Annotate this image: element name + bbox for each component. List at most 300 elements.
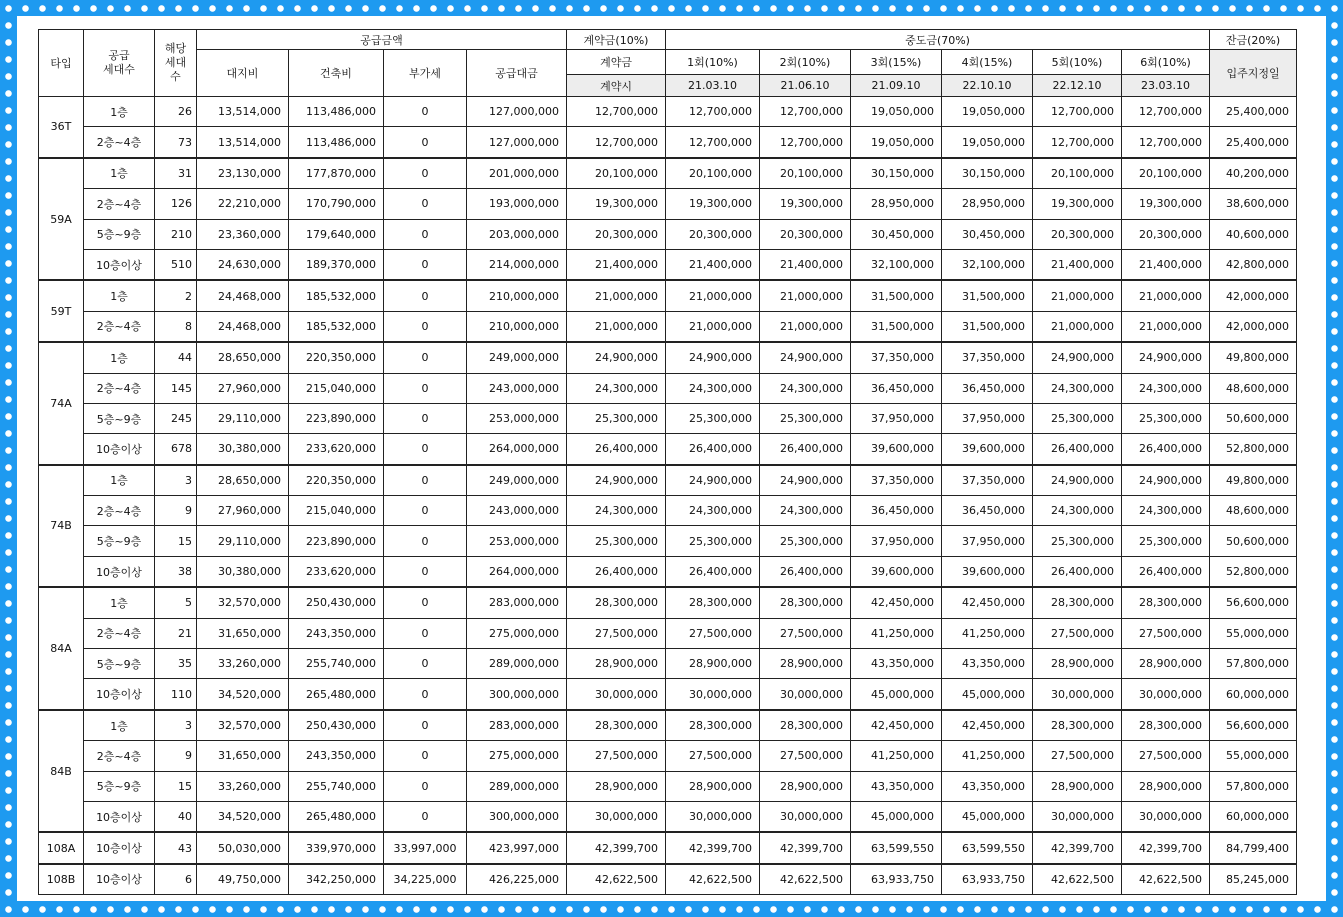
amount-cell: 32,570,000 — [197, 587, 289, 618]
units-cell: 31 — [155, 158, 197, 189]
amount-cell: 25,300,000 — [567, 403, 666, 433]
amount-cell: 30,380,000 — [197, 434, 289, 465]
amount-cell: 30,150,000 — [942, 158, 1033, 189]
table-row — [39, 679, 1297, 710]
vat-cell: 0 — [384, 741, 467, 771]
amount-cell: 255,740,000 — [289, 771, 384, 801]
amount-cell: 233,620,000 — [289, 556, 384, 587]
header-date-4: 22.10.10 — [942, 75, 1033, 97]
amount-cell: 24,900,000 — [1033, 465, 1122, 496]
header-installment-6: 6회(10%) — [1122, 50, 1210, 75]
table-row — [39, 97, 1297, 127]
amount-cell: 39,600,000 — [942, 556, 1033, 587]
amount-cell: 28,300,000 — [1033, 587, 1122, 618]
amount-cell: 27,500,000 — [1122, 741, 1210, 771]
amount-cell: 342,250,000 — [289, 864, 384, 895]
amount-cell: 127,000,000 — [467, 127, 567, 158]
amount-cell: 42,399,700 — [666, 832, 760, 863]
vat-cell: 0 — [384, 496, 467, 526]
amount-cell: 45,000,000 — [851, 679, 942, 710]
table-row — [39, 465, 1297, 496]
amount-cell: 28,900,000 — [1033, 771, 1122, 801]
amount-cell: 42,399,700 — [567, 832, 666, 863]
amount-cell: 21,000,000 — [760, 280, 851, 311]
header-balance: 잔금(20%) — [1210, 30, 1297, 50]
amount-cell: 25,400,000 — [1210, 97, 1297, 127]
amount-cell: 215,040,000 — [289, 373, 384, 403]
floor-cell: 1층 — [84, 97, 155, 127]
amount-cell: 12,700,000 — [1033, 97, 1122, 127]
amount-cell: 28,900,000 — [666, 649, 760, 679]
amount-cell: 12,700,000 — [760, 97, 851, 127]
amount-cell: 45,000,000 — [942, 801, 1033, 832]
vat-cell: 0 — [384, 403, 467, 433]
amount-cell: 24,468,000 — [197, 311, 289, 342]
amount-cell: 12,700,000 — [666, 127, 760, 158]
amount-cell: 30,450,000 — [942, 219, 1033, 249]
amount-cell: 21,400,000 — [760, 249, 851, 280]
amount-cell: 25,300,000 — [1033, 526, 1122, 556]
header-applicable-units: 해당 세대 수 — [155, 30, 197, 97]
amount-cell: 19,300,000 — [567, 189, 666, 219]
amount-cell: 19,300,000 — [760, 189, 851, 219]
supply-price-table — [38, 29, 1297, 895]
amount-cell: 21,400,000 — [666, 249, 760, 280]
amount-cell: 43,350,000 — [851, 649, 942, 679]
amount-cell: 42,450,000 — [942, 587, 1033, 618]
table-row — [39, 526, 1297, 556]
amount-cell: 25,300,000 — [666, 526, 760, 556]
amount-cell: 28,300,000 — [760, 587, 851, 618]
type-cell: 108A — [39, 832, 84, 863]
amount-cell: 41,250,000 — [851, 741, 942, 771]
amount-cell: 55,000,000 — [1210, 741, 1297, 771]
amount-cell: 30,000,000 — [666, 679, 760, 710]
document-page — [17, 16, 1326, 901]
amount-cell: 33,260,000 — [197, 771, 289, 801]
amount-cell: 42,800,000 — [1210, 249, 1297, 280]
amount-cell: 24,900,000 — [1122, 342, 1210, 373]
units-cell: 73 — [155, 127, 197, 158]
amount-cell: 264,000,000 — [467, 434, 567, 465]
amount-cell: 42,000,000 — [1210, 311, 1297, 342]
amount-cell: 37,950,000 — [942, 403, 1033, 433]
type-cell: 74B — [39, 465, 84, 588]
amount-cell: 13,514,000 — [197, 97, 289, 127]
amount-cell: 185,532,000 — [289, 280, 384, 311]
floor-cell: 2층~4층 — [84, 618, 155, 648]
amount-cell: 265,480,000 — [289, 801, 384, 832]
amount-cell: 19,050,000 — [851, 127, 942, 158]
amount-cell: 28,900,000 — [1122, 649, 1210, 679]
amount-cell: 30,000,000 — [666, 801, 760, 832]
amount-cell: 24,630,000 — [197, 249, 289, 280]
floor-cell: 5층~9층 — [84, 649, 155, 679]
amount-cell: 49,750,000 — [197, 864, 289, 895]
amount-cell: 27,500,000 — [567, 618, 666, 648]
units-cell: 3 — [155, 465, 197, 496]
amount-cell: 21,000,000 — [1033, 311, 1122, 342]
amount-cell: 28,300,000 — [666, 587, 760, 618]
table-row — [39, 403, 1297, 433]
amount-cell: 27,500,000 — [760, 741, 851, 771]
amount-cell: 24,900,000 — [567, 465, 666, 496]
amount-cell: 39,600,000 — [851, 556, 942, 587]
amount-cell: 289,000,000 — [467, 649, 567, 679]
amount-cell: 26,400,000 — [567, 434, 666, 465]
units-cell: 44 — [155, 342, 197, 373]
table-row — [39, 556, 1297, 587]
amount-cell: 28,300,000 — [666, 710, 760, 741]
floor-cell: 1층 — [84, 342, 155, 373]
table-row — [39, 311, 1297, 342]
amount-cell: 24,300,000 — [760, 496, 851, 526]
units-cell: 15 — [155, 771, 197, 801]
table-row — [39, 219, 1297, 249]
amount-cell: 23,360,000 — [197, 219, 289, 249]
amount-cell: 32,100,000 — [942, 249, 1033, 280]
amount-cell: 25,300,000 — [666, 403, 760, 433]
amount-cell: 12,700,000 — [567, 97, 666, 127]
amount-cell: 49,800,000 — [1210, 465, 1297, 496]
units-cell: 40 — [155, 801, 197, 832]
amount-cell: 189,370,000 — [289, 249, 384, 280]
table-row — [39, 127, 1297, 158]
vat-cell: 0 — [384, 189, 467, 219]
amount-cell: 113,486,000 — [289, 97, 384, 127]
units-cell: 15 — [155, 526, 197, 556]
amount-cell: 42,622,500 — [567, 864, 666, 895]
vat-cell: 0 — [384, 373, 467, 403]
amount-cell: 36,450,000 — [851, 496, 942, 526]
vat-cell: 0 — [384, 219, 467, 249]
amount-cell: 24,300,000 — [1033, 373, 1122, 403]
amount-cell: 27,500,000 — [567, 741, 666, 771]
amount-cell: 37,350,000 — [851, 342, 942, 373]
floor-cell: 5층~9층 — [84, 403, 155, 433]
amount-cell: 423,997,000 — [467, 832, 567, 863]
floor-cell: 2층~4층 — [84, 496, 155, 526]
amount-cell: 23,130,000 — [197, 158, 289, 189]
amount-cell: 25,300,000 — [1122, 526, 1210, 556]
header-date-1: 21.03.10 — [666, 75, 760, 97]
floor-cell: 10층이상 — [84, 832, 155, 863]
amount-cell: 25,300,000 — [567, 526, 666, 556]
amount-cell: 26,400,000 — [666, 434, 760, 465]
amount-cell: 42,450,000 — [942, 710, 1033, 741]
amount-cell: 28,900,000 — [760, 649, 851, 679]
header-installment-1: 1회(10%) — [666, 50, 760, 75]
header-deposit: 계약금(10%) — [567, 30, 666, 50]
header-installment-4: 4회(15%) — [942, 50, 1033, 75]
amount-cell: 31,500,000 — [942, 311, 1033, 342]
amount-cell: 12,700,000 — [567, 127, 666, 158]
floor-cell: 2층~4층 — [84, 311, 155, 342]
units-cell: 5 — [155, 587, 197, 618]
amount-cell: 85,245,000 — [1210, 864, 1297, 895]
table-row — [39, 649, 1297, 679]
amount-cell: 30,000,000 — [1122, 679, 1210, 710]
table-row — [39, 496, 1297, 526]
amount-cell: 283,000,000 — [467, 710, 567, 741]
amount-cell: 28,900,000 — [1033, 649, 1122, 679]
amount-cell: 31,500,000 — [851, 280, 942, 311]
header-installment-5: 5회(10%) — [1033, 50, 1122, 75]
floor-cell: 1층 — [84, 158, 155, 189]
amount-cell: 26,400,000 — [567, 556, 666, 587]
amount-cell: 42,622,500 — [1122, 864, 1210, 895]
units-cell: 210 — [155, 219, 197, 249]
amount-cell: 33,260,000 — [197, 649, 289, 679]
amount-cell: 30,000,000 — [1033, 679, 1122, 710]
amount-cell: 27,960,000 — [197, 373, 289, 403]
vat-cell: 0 — [384, 587, 467, 618]
amount-cell: 42,450,000 — [851, 587, 942, 618]
amount-cell: 63,933,750 — [942, 864, 1033, 895]
amount-cell: 52,800,000 — [1210, 434, 1297, 465]
amount-cell: 45,000,000 — [942, 679, 1033, 710]
amount-cell: 32,100,000 — [851, 249, 942, 280]
vat-cell: 0 — [384, 465, 467, 496]
amount-cell: 265,480,000 — [289, 679, 384, 710]
type-cell: 84A — [39, 587, 84, 710]
amount-cell: 26,400,000 — [666, 556, 760, 587]
amount-cell: 275,000,000 — [467, 741, 567, 771]
floor-cell: 1층 — [84, 710, 155, 741]
type-cell: 108B — [39, 864, 84, 895]
amount-cell: 40,200,000 — [1210, 158, 1297, 189]
floor-cell: 10층이상 — [84, 556, 155, 587]
header-date-5: 22.12.10 — [1033, 75, 1122, 97]
amount-cell: 249,000,000 — [467, 342, 567, 373]
vat-cell: 0 — [384, 127, 467, 158]
floor-cell: 5층~9층 — [84, 219, 155, 249]
header-date-2: 21.06.10 — [760, 75, 851, 97]
type-cell: 84B — [39, 710, 84, 833]
type-cell: 59T — [39, 280, 84, 342]
header-balance-when: 입주지정일 — [1210, 50, 1297, 97]
amount-cell: 177,870,000 — [289, 158, 384, 189]
amount-cell: 21,000,000 — [666, 280, 760, 311]
amount-cell: 20,100,000 — [1033, 158, 1122, 189]
amount-cell: 30,000,000 — [567, 679, 666, 710]
amount-cell: 42,399,700 — [1033, 832, 1122, 863]
table-row — [39, 771, 1297, 801]
amount-cell: 264,000,000 — [467, 556, 567, 587]
amount-cell: 24,900,000 — [666, 465, 760, 496]
amount-cell: 24,300,000 — [567, 496, 666, 526]
amount-cell: 29,110,000 — [197, 526, 289, 556]
amount-cell: 185,532,000 — [289, 311, 384, 342]
amount-cell: 38,600,000 — [1210, 189, 1297, 219]
amount-cell: 28,950,000 — [942, 189, 1033, 219]
amount-cell: 113,486,000 — [289, 127, 384, 158]
amount-cell: 426,225,000 — [467, 864, 567, 895]
amount-cell: 220,350,000 — [289, 465, 384, 496]
amount-cell: 24,900,000 — [567, 342, 666, 373]
amount-cell: 21,000,000 — [760, 311, 851, 342]
vat-cell: 0 — [384, 158, 467, 189]
header-installment-3: 3회(15%) — [851, 50, 942, 75]
amount-cell: 19,050,000 — [942, 97, 1033, 127]
amount-cell: 31,650,000 — [197, 741, 289, 771]
floor-cell: 10층이상 — [84, 801, 155, 832]
amount-cell: 243,000,000 — [467, 496, 567, 526]
amount-cell: 26,400,000 — [760, 434, 851, 465]
amount-cell: 63,933,750 — [851, 864, 942, 895]
amount-cell: 28,300,000 — [567, 587, 666, 618]
amount-cell: 36,450,000 — [942, 496, 1033, 526]
header-vat: 부가세 — [384, 50, 467, 97]
vat-cell: 0 — [384, 249, 467, 280]
amount-cell: 210,000,000 — [467, 280, 567, 311]
amount-cell: 28,900,000 — [1122, 771, 1210, 801]
table-row — [39, 249, 1297, 280]
amount-cell: 30,000,000 — [760, 679, 851, 710]
amount-cell: 41,250,000 — [851, 618, 942, 648]
amount-cell: 28,650,000 — [197, 342, 289, 373]
amount-cell: 24,300,000 — [760, 373, 851, 403]
amount-cell: 22,210,000 — [197, 189, 289, 219]
amount-cell: 52,800,000 — [1210, 556, 1297, 587]
header-building-cost: 건축비 — [289, 50, 384, 97]
amount-cell: 339,970,000 — [289, 832, 384, 863]
amount-cell: 26,400,000 — [1122, 556, 1210, 587]
amount-cell: 57,800,000 — [1210, 649, 1297, 679]
amount-cell: 43,350,000 — [942, 649, 1033, 679]
header-middle-payment: 중도금(70%) — [666, 30, 1210, 50]
units-cell: 110 — [155, 679, 197, 710]
vat-cell: 0 — [384, 342, 467, 373]
amount-cell: 37,950,000 — [851, 526, 942, 556]
units-cell: 3 — [155, 710, 197, 741]
table-row — [39, 434, 1297, 465]
amount-cell: 30,380,000 — [197, 556, 289, 587]
vat-cell: 0 — [384, 434, 467, 465]
amount-cell: 25,300,000 — [1122, 403, 1210, 433]
vat-cell: 0 — [384, 801, 467, 832]
amount-cell: 28,300,000 — [1122, 710, 1210, 741]
units-cell: 6 — [155, 864, 197, 895]
amount-cell: 28,900,000 — [567, 649, 666, 679]
amount-cell: 24,300,000 — [666, 373, 760, 403]
floor-cell: 2층~4층 — [84, 127, 155, 158]
units-cell: 2 — [155, 280, 197, 311]
amount-cell: 12,700,000 — [1033, 127, 1122, 158]
amount-cell: 215,040,000 — [289, 496, 384, 526]
amount-cell: 42,450,000 — [851, 710, 942, 741]
table-row — [39, 158, 1297, 189]
units-cell: 126 — [155, 189, 197, 219]
floor-cell: 5층~9층 — [84, 526, 155, 556]
amount-cell: 21,000,000 — [567, 311, 666, 342]
vat-cell: 0 — [384, 710, 467, 741]
header-supply-units: 공급 세대수 — [84, 30, 155, 97]
table-row — [39, 832, 1297, 863]
amount-cell: 43,350,000 — [851, 771, 942, 801]
units-cell: 21 — [155, 618, 197, 648]
amount-cell: 20,100,000 — [666, 158, 760, 189]
amount-cell: 253,000,000 — [467, 403, 567, 433]
amount-cell: 42,622,500 — [760, 864, 851, 895]
header-date-3: 21.09.10 — [851, 75, 942, 97]
amount-cell: 25,300,000 — [760, 403, 851, 433]
vat-cell: 33,997,000 — [384, 832, 467, 863]
amount-cell: 26,400,000 — [1122, 434, 1210, 465]
amount-cell: 21,000,000 — [1033, 280, 1122, 311]
amount-cell: 223,890,000 — [289, 526, 384, 556]
amount-cell: 45,000,000 — [851, 801, 942, 832]
amount-cell: 28,300,000 — [1122, 587, 1210, 618]
amount-cell: 19,300,000 — [1122, 189, 1210, 219]
amount-cell: 223,890,000 — [289, 403, 384, 433]
amount-cell: 34,520,000 — [197, 679, 289, 710]
amount-cell: 36,450,000 — [942, 373, 1033, 403]
units-cell: 245 — [155, 403, 197, 433]
amount-cell: 30,150,000 — [851, 158, 942, 189]
amount-cell: 249,000,000 — [467, 465, 567, 496]
units-cell: 9 — [155, 741, 197, 771]
amount-cell: 24,300,000 — [1122, 373, 1210, 403]
amount-cell: 24,900,000 — [666, 342, 760, 373]
vat-cell: 0 — [384, 679, 467, 710]
floor-cell: 2층~4층 — [84, 189, 155, 219]
amount-cell: 243,350,000 — [289, 618, 384, 648]
floor-cell: 10층이상 — [84, 679, 155, 710]
amount-cell: 300,000,000 — [467, 679, 567, 710]
amount-cell: 233,620,000 — [289, 434, 384, 465]
amount-cell: 28,900,000 — [666, 771, 760, 801]
amount-cell: 19,050,000 — [851, 97, 942, 127]
amount-cell: 170,790,000 — [289, 189, 384, 219]
table-row — [39, 587, 1297, 618]
vat-cell: 0 — [384, 771, 467, 801]
amount-cell: 24,300,000 — [1033, 496, 1122, 526]
amount-cell: 300,000,000 — [467, 801, 567, 832]
header-land-cost: 대지비 — [197, 50, 289, 97]
amount-cell: 25,300,000 — [1033, 403, 1122, 433]
units-cell: 8 — [155, 311, 197, 342]
units-cell: 35 — [155, 649, 197, 679]
amount-cell: 250,430,000 — [289, 710, 384, 741]
amount-cell: 28,650,000 — [197, 465, 289, 496]
header-deposit-sub: 계약금 — [567, 50, 666, 75]
table-row — [39, 618, 1297, 648]
amount-cell: 24,900,000 — [760, 465, 851, 496]
amount-cell: 12,700,000 — [1122, 97, 1210, 127]
amount-cell: 42,399,700 — [1122, 832, 1210, 863]
amount-cell: 28,900,000 — [760, 771, 851, 801]
amount-cell: 12,700,000 — [760, 127, 851, 158]
floor-cell: 1층 — [84, 465, 155, 496]
units-cell: 26 — [155, 97, 197, 127]
amount-cell: 36,450,000 — [851, 373, 942, 403]
amount-cell: 21,000,000 — [1122, 280, 1210, 311]
amount-cell: 25,400,000 — [1210, 127, 1297, 158]
amount-cell: 29,110,000 — [197, 403, 289, 433]
amount-cell: 31,500,000 — [851, 311, 942, 342]
amount-cell: 255,740,000 — [289, 649, 384, 679]
amount-cell: 24,468,000 — [197, 280, 289, 311]
amount-cell: 31,500,000 — [942, 280, 1033, 311]
amount-cell: 60,000,000 — [1210, 679, 1297, 710]
amount-cell: 21,400,000 — [567, 249, 666, 280]
amount-cell: 55,000,000 — [1210, 618, 1297, 648]
amount-cell: 39,600,000 — [942, 434, 1033, 465]
header-deposit-when: 계약시 — [567, 75, 666, 97]
amount-cell: 24,300,000 — [567, 373, 666, 403]
type-cell: 59A — [39, 158, 84, 281]
